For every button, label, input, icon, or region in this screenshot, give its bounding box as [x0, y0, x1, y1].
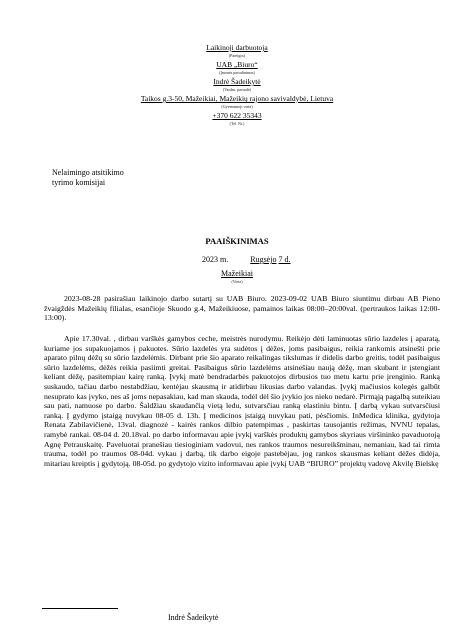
paragraph-2: Apie 17.30val. , dirbau varškės gamybos ceche, meistrės nurodymu. Reikėjo dėti laminuotas sūrio lazdeles į aparatą, kuriame jos supakuojamos į pakuotes. Sūrio lazdelės yra sudėtos į dėžes, joms pasibaigus, reikia rankomis atsinešti prie aparato pilnų dėžų su sūrio lazdelėmis. Dirbant prie šio aparato reikalingas tikslumas ir didelis darbo greitis, todėl pasibaigus sūrio lazdelėms, dėžės reikia pasiimti greitai. Pasibaigus sūrio lazdelėms atsinešiau naują dėžę, man skubant ir įstengiant keliant dėžę, pasitempiau kairę ranką. Įvykį matė bendradarbės pakuotojos dirbusios tuo metu kartu prie įrenginio. Ranką suskaudo, tačiau darbo nestabdžiau, kentėjau skausmą ir atidirbau likusias darbo valandas. Įvykį mačiusios kolegės galbūt nesuprato kas įvyko, nes aš joms nepasakiau, kad man skauda, todėl dėl šio įvykio jos nieko nedarė. Pirmąją pagalbą suteikiau sau pati, namuose po darbo. Šaldžiau skaudančią vietą ledu, sutvarsčiau ranką elastiniu bintu. Į darbą vykau sutvarsčiusi ranką. Į gydymo įstaigą nuvykau 08-05 d. 13h. Į medicinos įstaigą nuvykau pati, pėsčiomis. InMedica klinika, gydytoja Renata Zabilavičienė, 13val. diagnozė - kairės rankos dilbio patempimas , paskirtas tausojantis režimas, NVNU tepalas, ramybė rankai. 08-04 d. 20.18val. po darbo informavau apie įvykį varškės produktų gamybos skyriaus viršininko pavaduotoją Agnę Petrauskaitę. Paveluotai pranešiau tiesioginiam vadovui, nes rankos traumos nesureikšminau, nemaniau, kad tai rimta trauma, todėl po traumos 08-04d. vykau į darbą, tik darbo eigoje pastebėjau, jog rankos skausmas keliant dėžes didėja, mitariau kreiptis į gydytoją. 08-05d. po gydytojo vizito informavau apie įvykį UAB “BIURO” projektų vadovę Akvilę Bielskę — [44, 334, 440, 468]
header-phone-caption: (Tel. Nr.) — [229, 121, 245, 126]
header-address: Taikos g.3-50, Mažeikiai, Mažeikių rajono savivaldybė, Lietuva — [140, 94, 334, 103]
header-company: UAB „Biuro“ — [216, 60, 258, 69]
header-phone: +370 622 35343 — [212, 111, 262, 120]
document-date — [202, 255, 290, 264]
header-name: Indrė Šadeikytė — [213, 77, 261, 86]
date-month: Rugsėjo — [250, 255, 277, 264]
document-title: PAAIŠKINIMAS — [205, 236, 269, 246]
date-day: 7 d. — [278, 255, 291, 264]
header-name-caption: (Vardas, pavardė) — [222, 87, 252, 92]
recipient-line-2: tyrimo komisijai — [52, 178, 106, 187]
recipient-line-1: Nelaimingo atsitikimo — [52, 168, 124, 177]
paragraph-1: 2023-08-28 pasirašiau laikinojo darbo sutartį su UAB Biuro. 2023-09-02 UAB Biuro siuntimu dirbau AB Pieno žvaigždės Mažeikių filialas, esančioje Skuodo g.4, Mažeikiuose, pamainos laikas 08:00–20:00val. (pertraukos laikas 12:00-13:00). — [44, 294, 440, 323]
header-address-caption: (Gyvenamoji vieta) — [221, 104, 253, 109]
header-position-caption: (Pareigos) — [228, 53, 246, 58]
header-company-caption: (Įmonės pavadinimas) — [219, 70, 255, 75]
header-position: Laikinoji darbuotoja — [206, 43, 268, 52]
signature-line — [42, 608, 118, 609]
date-year: 2023 m. — [202, 255, 229, 264]
recipient-block — [52, 168, 124, 188]
document-place: Mažeikiai — [221, 269, 253, 278]
document-place-caption: (Vieta) — [231, 279, 243, 284]
signature-name: Indrė Šadeikytė — [168, 613, 219, 622]
